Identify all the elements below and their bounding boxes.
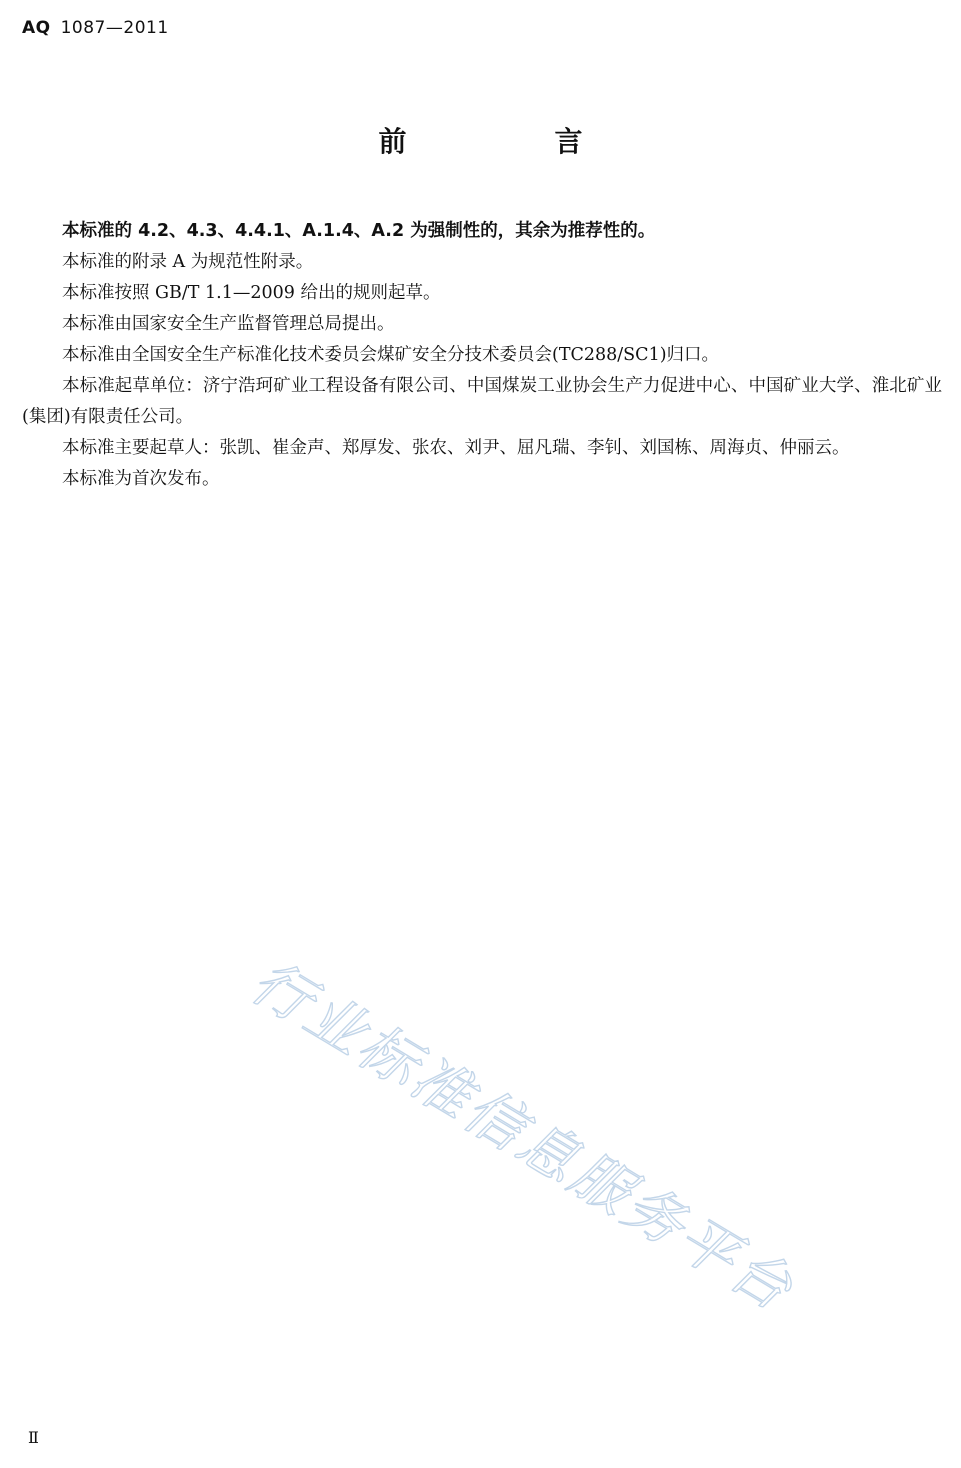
paragraph-mandatory-clauses: 本标准的 4.2、4.3、4.4.1、A.1.4、A.2 为强制性的，其余为推荐性的。 <box>62 221 656 241</box>
paragraph-administered-by: 本标准由全国安全生产标准化技术委员会煤矿安全分技术委员会(TC288/SC1)归口。 <box>62 345 720 365</box>
paragraph-drafting-rules: 本标准按照 GB/T 1.1—2009 给出的规则起草。 <box>62 283 441 303</box>
page-title: 前 言 <box>378 125 643 158</box>
paragraph-annex: 本标准的附录 A 为规范性附录。 <box>62 252 314 272</box>
paragraph-first-release: 本标准为首次发布。 <box>62 469 220 489</box>
paragraph-drafters: 本标准主要起草人：张凯、崔金声、郑厚发、张农、刘尹、屈凡瑞、李钊、刘国栋、周海贞、仲丽云。 <box>62 438 850 458</box>
document-code <box>22 18 169 38</box>
foreword-body <box>22 216 942 495</box>
watermark: 行业标准信息服务平台 <box>239 947 807 1325</box>
page-number: Ⅱ <box>28 1428 39 1447</box>
paragraph-proposed-by: 本标准由国家安全生产监督管理总局提出。 <box>62 314 395 334</box>
standard-number: 1087—2011 <box>60 18 169 38</box>
paragraph-drafting-units: 本标准起草单位：济宁浩珂矿业工程设备有限公司、中国煤炭工业协会生产力促进中心、中国矿业大学、淮北矿业(集团)有限责任公司。 <box>22 376 942 427</box>
standard-prefix: AQ <box>22 18 51 38</box>
